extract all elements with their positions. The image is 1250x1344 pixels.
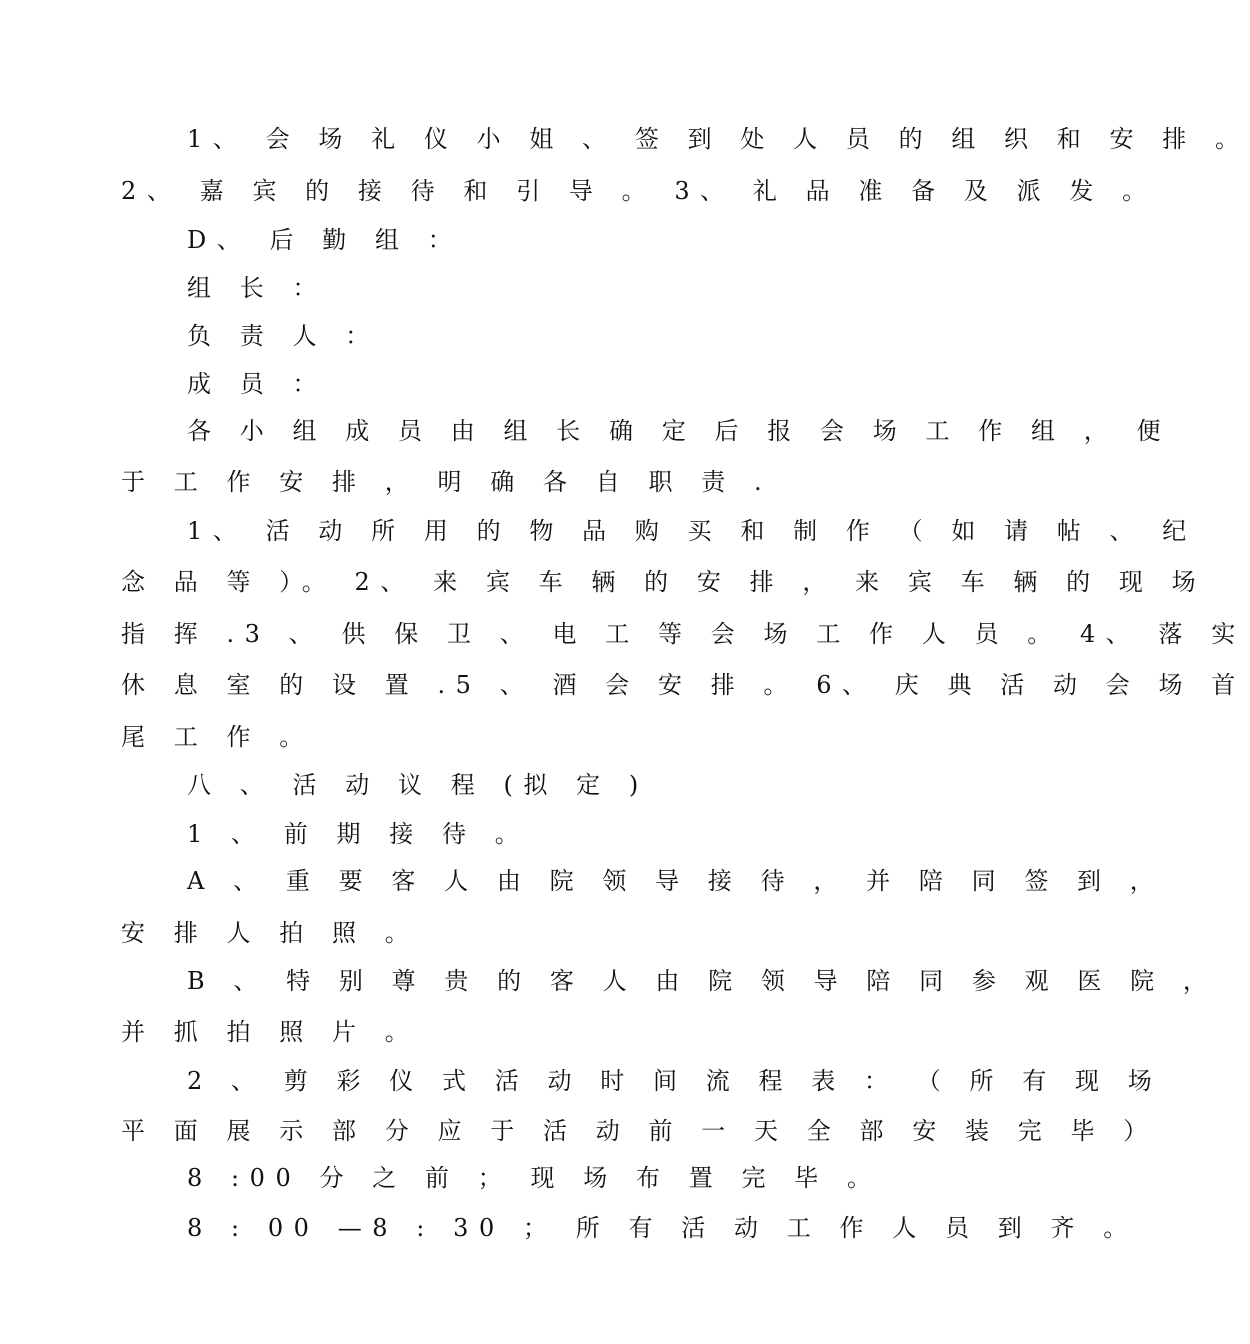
paragraph-line: 并 抓 拍 照 片 。: [121, 1018, 420, 1046]
paragraph-line: 安 排 人 拍 照 。: [121, 919, 420, 947]
paragraph-line: 各 小 组 成 员 由 组 长 确 定 后 报 会 场 工 作 组 ， 便: [187, 417, 1172, 445]
paragraph-line: 休 息 室 的 设 置 .5 、 酒 会 安 排 。 6、 庆 典 活 动 会 场 首: [121, 671, 1246, 699]
section-heading-eight: 八 、 活 动 议 程 (拟 定 ): [187, 771, 649, 799]
paragraph-line: 指 挥 .3 、 供 保 卫 、 电 工 等 会 场 工 作 人 员 。 4、 落 实: [121, 620, 1246, 648]
paragraph-line: 2、 嘉 宾 的 接 待 和 引 导 。 3、 礼 品 准 备 及 派 发 。: [121, 177, 1157, 205]
paragraph-line: 念 品 等 ）。 2、 来 宾 车 辆 的 安 排 ， 来 宾 车 辆 的 现 场: [121, 568, 1207, 596]
section-heading-d: D、 后 勤 组 ：: [187, 226, 463, 254]
paragraph-line: 1、 活 动 所 用 的 物 品 购 买 和 制 作 （ 如 请 帖 、 纪: [187, 517, 1197, 545]
paragraph-line: 于 工 作 安 排 ， 明 确 各 自 职 责 .: [121, 468, 773, 496]
paragraph-line: 2 、 剪 彩 仪 式 活 动 时 间 流 程 表 ： （ 所 有 现 场: [187, 1067, 1163, 1095]
schedule-line: 8 : 00 —8 : 30 ； 所 有 活 动 工 作 人 员 到 齐 。: [187, 1214, 1138, 1242]
paragraph-line: A 、 重 要 客 人 由 院 领 导 接 待 ， 并 陪 同 签 到 ，: [187, 867, 1165, 895]
paragraph-line: 尾 工 作 。: [121, 723, 314, 751]
schedule-line: 8 :00 分 之 前 ； 现 场 布 置 完 毕 。: [187, 1164, 882, 1192]
field-label-responsible: 负 责 人 ：: [187, 322, 380, 350]
field-label-members: 成 员 ：: [187, 370, 328, 398]
subsection-heading: 1 、 前 期 接 待 。: [187, 820, 530, 848]
paragraph-line: B 、 特 别 尊 贵 的 客 人 由 院 领 导 陪 同 参 观 医 院 ，: [187, 967, 1218, 995]
field-label-leader: 组 长 ：: [187, 274, 328, 302]
paragraph-line: 1、 会 场 礼 仪 小 姐 、 签 到 处 人 员 的 组 织 和 安 排 。: [187, 125, 1250, 153]
paragraph-line: 平 面 展 示 部 分 应 于 活 动 前 一 天 全 部 安 装 完 毕 ）: [121, 1117, 1158, 1145]
